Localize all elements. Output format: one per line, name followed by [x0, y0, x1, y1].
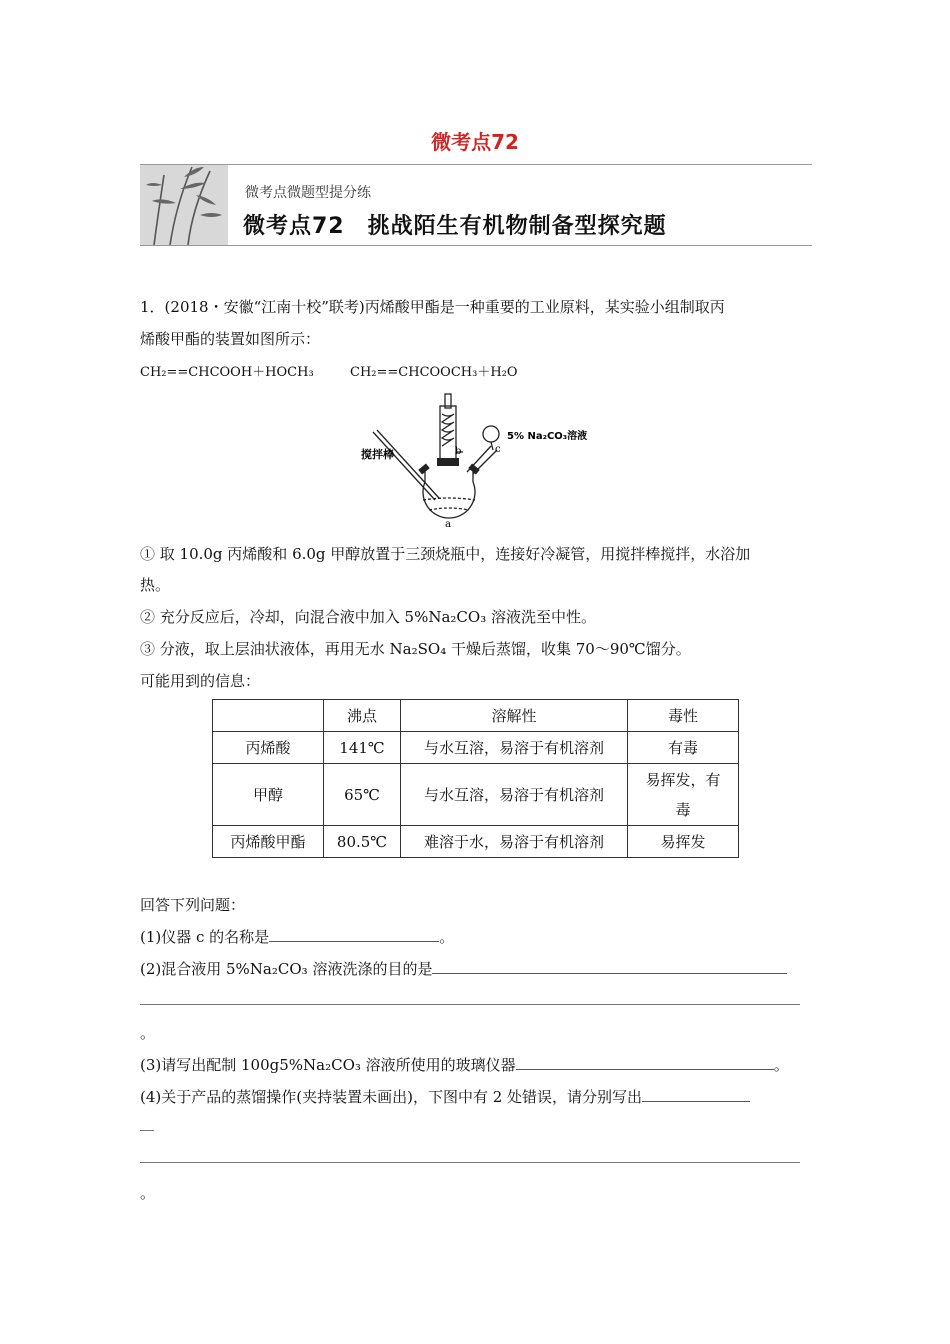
- question-intro-line1: 1．(2018・安徽“江南十校”联考)丙烯酸甲酯是一种重要的工业原料，某实验小组制取丙: [140, 298, 725, 316]
- table-cell: 丙烯酸甲酯: [213, 826, 324, 858]
- question-1: [140, 926, 454, 947]
- label-c: c: [495, 444, 501, 455]
- answer-line-2b[interactable]: [140, 1004, 800, 1005]
- table-cell: 65℃: [324, 764, 401, 826]
- properties-table: [212, 699, 739, 858]
- equation-right: CH₂==CHCOOCH₃＋H₂O: [350, 365, 518, 380]
- table-cell: 难溶于水，易溶于有机溶剂: [401, 826, 628, 858]
- step-2: ② 充分反应后，冷却，向混合液中加入 5%Na₂CO₃ 溶液洗至中性。: [140, 608, 596, 626]
- table-cell: 甲醇: [213, 764, 324, 826]
- table-cell: 80.5℃: [324, 826, 401, 858]
- label-b: b: [455, 446, 462, 457]
- reagent-label: 5% Na₂CO₃溶液: [507, 431, 588, 442]
- table-cell: 易挥发: [628, 826, 739, 858]
- answer-blank-2[interactable]: [432, 959, 787, 974]
- answer-blank-1[interactable]: [269, 927, 439, 942]
- question-1-suffix: 。: [439, 928, 455, 946]
- question-3-suffix: 。: [773, 1056, 789, 1074]
- answer-blank-3[interactable]: [516, 1055, 774, 1070]
- question-3-text: (3)请写出配制 100g5%Na₂CO₃ 溶液所使用的玻璃仪器: [140, 1056, 516, 1074]
- label-a: a: [445, 519, 451, 530]
- table-row: [213, 732, 739, 764]
- answer-prompt: 回答下列问题：: [140, 896, 246, 914]
- question-2-text: (2)混合液用 5%Na₂CO₃ 溶液洗涤的目的是: [140, 960, 433, 978]
- banner-heading: 微考点72 挑战陌生有机物制备型探究题: [243, 214, 667, 239]
- step-1-line2: 热。: [140, 576, 171, 594]
- bamboo-illustration: [140, 165, 228, 245]
- table-cell: 有毒: [628, 732, 739, 764]
- table-header-cell: 沸点: [324, 700, 401, 732]
- page-title: 微考点72: [431, 130, 519, 154]
- table-cell: 易挥发，有毒: [628, 764, 739, 826]
- question-4: [140, 1086, 750, 1107]
- equation-left: CH₂==CHCOOH＋HOCH₃: [140, 365, 314, 380]
- reaction-apparatus-figure: [355, 392, 605, 530]
- step-3: ③ 分液，取上层油状液体，再用无水 Na₂SO₄ 干燥后蒸馏，收集 70～90℃馏分。: [140, 640, 691, 658]
- answer-blank-4[interactable]: [642, 1087, 750, 1102]
- question-intro-line2: 烯酸甲酯的装置如图所示：: [140, 330, 321, 348]
- question-2: [140, 958, 787, 979]
- stirrer-label: 搅拌棒: [361, 448, 394, 461]
- answer-line-4c[interactable]: [140, 1162, 800, 1163]
- question-4-text: (4)关于产品的蒸馏操作(夹持装置未画出)，下图中有 2 处错误，请分别写出: [140, 1088, 643, 1106]
- table-row: [213, 764, 739, 826]
- table-header-cell: 毒性: [628, 700, 739, 732]
- topic-banner: [140, 164, 812, 246]
- info-label: 可能用到的信息：: [140, 672, 261, 690]
- question-4-end: 。: [140, 1184, 156, 1202]
- table-cell: 141℃: [324, 732, 401, 764]
- banner-subtitle: 微考点微题型提分练: [245, 185, 371, 201]
- answer-line-4b[interactable]: [140, 1130, 154, 1131]
- table-row: [213, 826, 739, 858]
- table-header-row: [213, 700, 739, 732]
- question-2-end: 。: [140, 1024, 156, 1042]
- table-cell: 与水互溶，易溶于有机溶剂: [401, 764, 628, 826]
- step-1-line1: ① 取 10.0g 丙烯酸和 6.0g 甲醇放置于三颈烧瓶中，连接好冷凝管，用搅拌棒搅拌，水浴加: [140, 545, 751, 563]
- question-3: [140, 1054, 789, 1075]
- table-cell: 丙烯酸: [213, 732, 324, 764]
- table-cell: 与水互溶，易溶于有机溶剂: [401, 732, 628, 764]
- table-header-cell: [213, 700, 324, 732]
- question-1-text: (1)仪器 c 的名称是: [140, 928, 270, 946]
- table-header-cell: 溶解性: [401, 700, 628, 732]
